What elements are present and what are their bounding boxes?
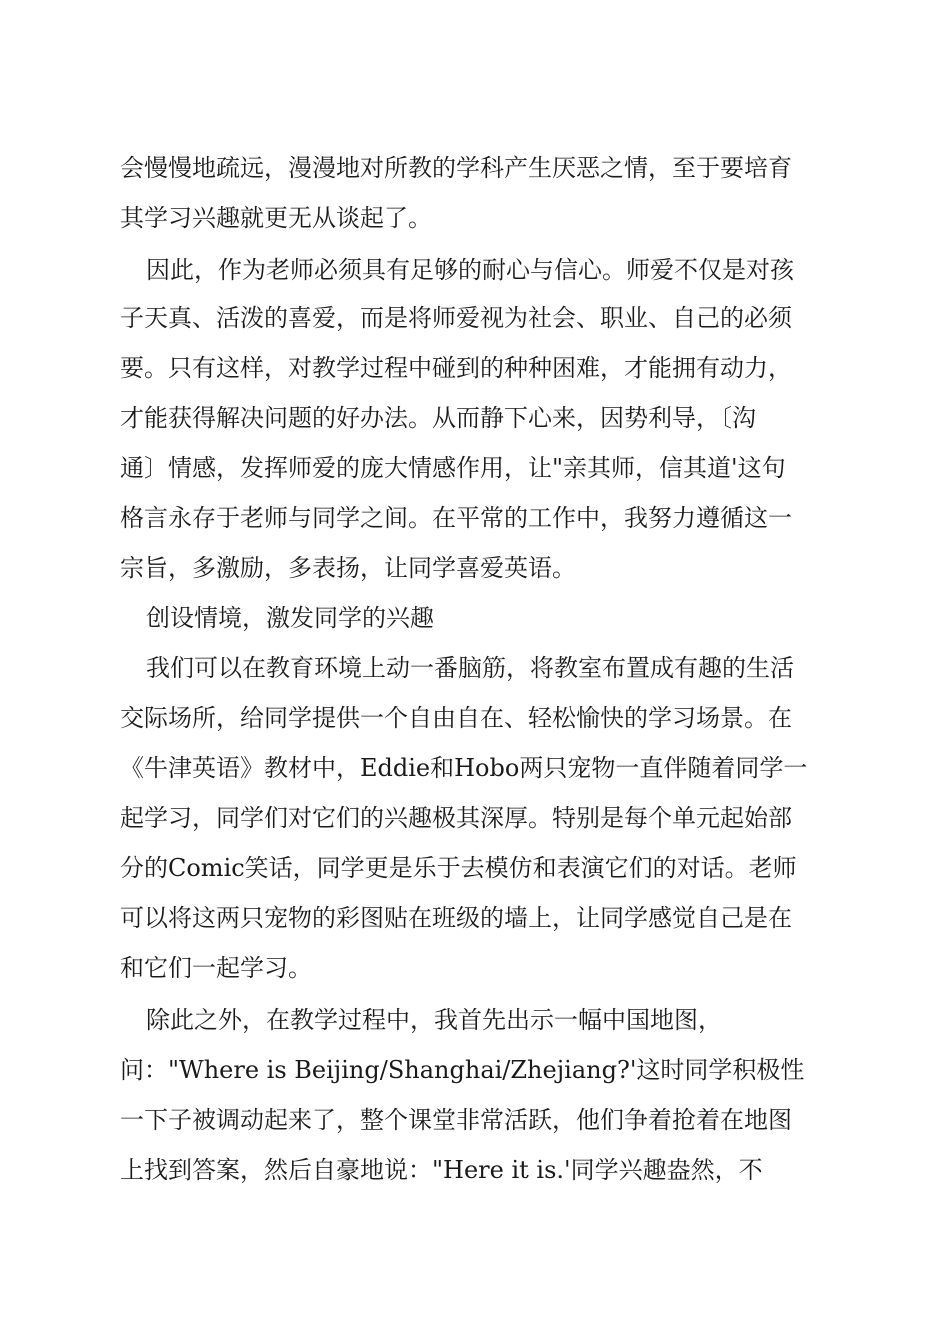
text-line: 才能获得解决问题的好办法。从而静下心来，因势利导，〔沟 <box>120 404 756 432</box>
text-line: 《牛津英语》教材中，Eddie和Hobo两只宠物一直伴随着同学一 <box>120 754 808 782</box>
text-line: 上找到答案，然后自豪地说："Here it is.'同学兴趣盎然，不 <box>120 1156 763 1184</box>
section-heading: 创设情境，激发同学的兴趣 <box>146 604 434 632</box>
text-line: 子天真、活泼的喜爱，而是将师爱视为社会、职业、自己的必须 <box>120 304 792 332</box>
text-line: 宗旨，多激励，多表扬，让同学喜爱英语。 <box>120 554 576 582</box>
text-line: 起学习，同学们对它们的兴趣极其深厚。特别是每个单元起始部 <box>120 804 792 832</box>
text-line: 一下子被调动起来了，整个课堂非常活跃，他们争着抢着在地图 <box>120 1106 792 1134</box>
text-line: 问："Where is Beijing/Shanghai/Zhejiang?'这时同学积极性 <box>120 1056 805 1084</box>
text-line: 通〕情感，发挥师爱的庞大情感作用，让"亲其师，信其道'这句 <box>120 454 786 482</box>
text-line: 可以将这两只宠物的彩图贴在班级的墙上，让同学感觉自己是在 <box>120 904 792 932</box>
text-line: 和它们一起学习。 <box>120 954 312 982</box>
text-line: 其学习兴趣就更无从谈起了。 <box>120 204 432 232</box>
paragraph-start-line: 我们可以在教育环境上动一番脑筋，将教室布置成有趣的生活 <box>146 654 794 682</box>
text-line: 要。只有这样，对教学过程中碰到的种种困难，才能拥有动力， <box>120 354 792 382</box>
text-line: 会慢慢地疏远，漫漫地对所教的学科产生厌恶之情，至于要培育 <box>120 154 792 182</box>
paragraph-start-line: 除此之外，在教学过程中，我首先出示一幅中国地图， <box>146 1006 722 1034</box>
text-line: 交际场所，给同学提供一个自由自在、轻松愉快的学习场景。在 <box>120 704 792 732</box>
paragraph-start-line: 因此，作为老师必须具有足够的耐心与信心。师爱不仅是对孩 <box>146 256 794 284</box>
text-line: 格言永存于老师与同学之间。在平常的工作中，我努力遵循这一 <box>120 504 792 532</box>
text-line: 分的Comic笑话，同学更是乐于去模仿和表演它们的对话。老师 <box>120 854 797 882</box>
